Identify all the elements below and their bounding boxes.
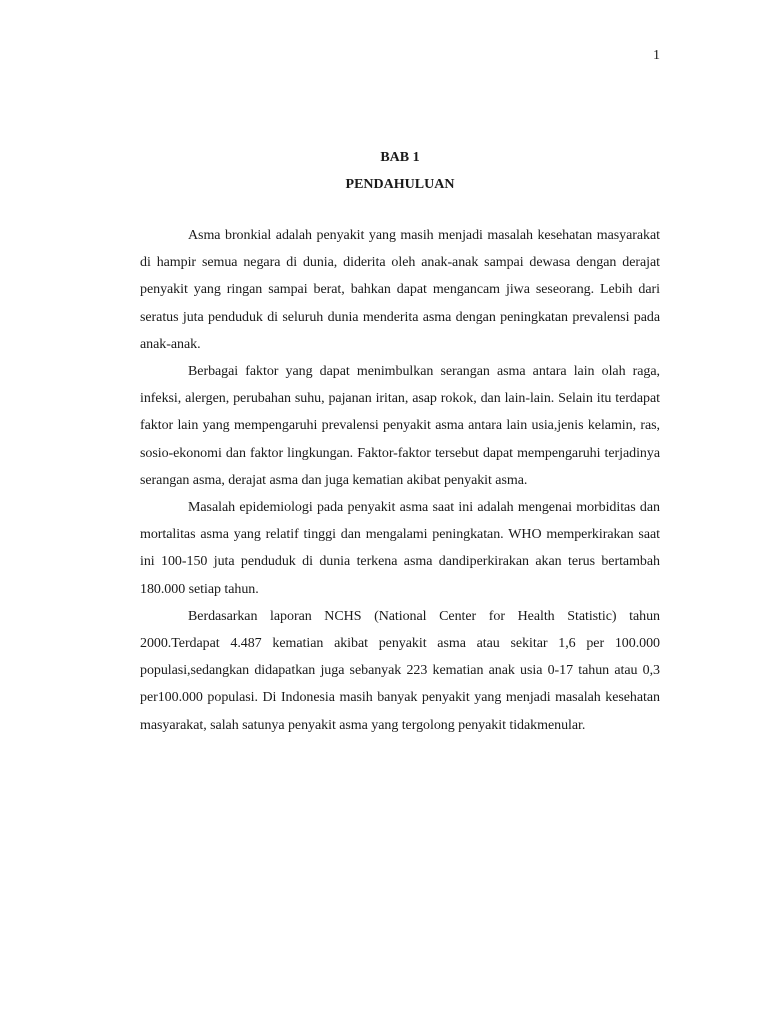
chapter-number: BAB 1	[380, 150, 420, 165]
chapter-title: PENDAHULUAN	[345, 177, 455, 192]
paragraph: Masalah epidemiologi pada penyakit asma saat ini adalah mengenai morbiditas dan mortalitas asma yang relatif tinggi dan mengalami peningkatan. WHO memperkirakan saat ini 100-150 juta penduduk di dunia terkena asma dandiperkirakan akan terus bertambah 180.000 setiap tahun.	[140, 500, 660, 597]
paragraph: Asma bronkial adalah penyakit yang masih menjadi masalah kesehatan masyarakat di hampir semua negara di dunia, diderita oleh anak-anak sampai dewasa dengan derajat penyakit yang ringan sampai berat, bahkan dapat mengancam jiwa seseorang. Lebih dari seratus juta penduduk di seluruh dunia menderita asma dengan peningkatan prevalensi pada anak-anak.	[140, 228, 660, 352]
chapter-heading	[0, 144, 768, 198]
paragraph: Berbagai faktor yang dapat menimbulkan serangan asma antara lain olah raga, infeksi, alergen, perubahan suhu, pajanan iritan, asap rokok, dan lain-lain. Selain itu terdapat faktor lain yang mempengaruhi prevalensi penyakit asma antara lain usia,jenis kelamin, ras, sosio-ekonomi dan faktor lingkungan. Faktor-faktor tersebut dapat mempengaruhi terjadinya serangan asma, derajat asma dan juga kematian akibat penyakit asma.	[140, 364, 660, 488]
paragraph: Berdasarkan laporan NCHS (National Center for Health Statistic) tahun 2000.Terdapat 4.487 kematian akibat penyakit asma atau sekitar 1,6 per 100.000 populasi,sedangkan didapatkan juga sebanyak 223 kematian anak usia 0-17 tahun atau 0,3 per100.000 populasi. Di Indonesia masih banyak penyakit yang menjadi masalah kesehatan masyarakat, salah satunya penyakit asma yang tergolong penyakit tidakmenular.	[140, 608, 660, 733]
body-text	[140, 222, 660, 739]
page-number: 1	[653, 48, 660, 63]
